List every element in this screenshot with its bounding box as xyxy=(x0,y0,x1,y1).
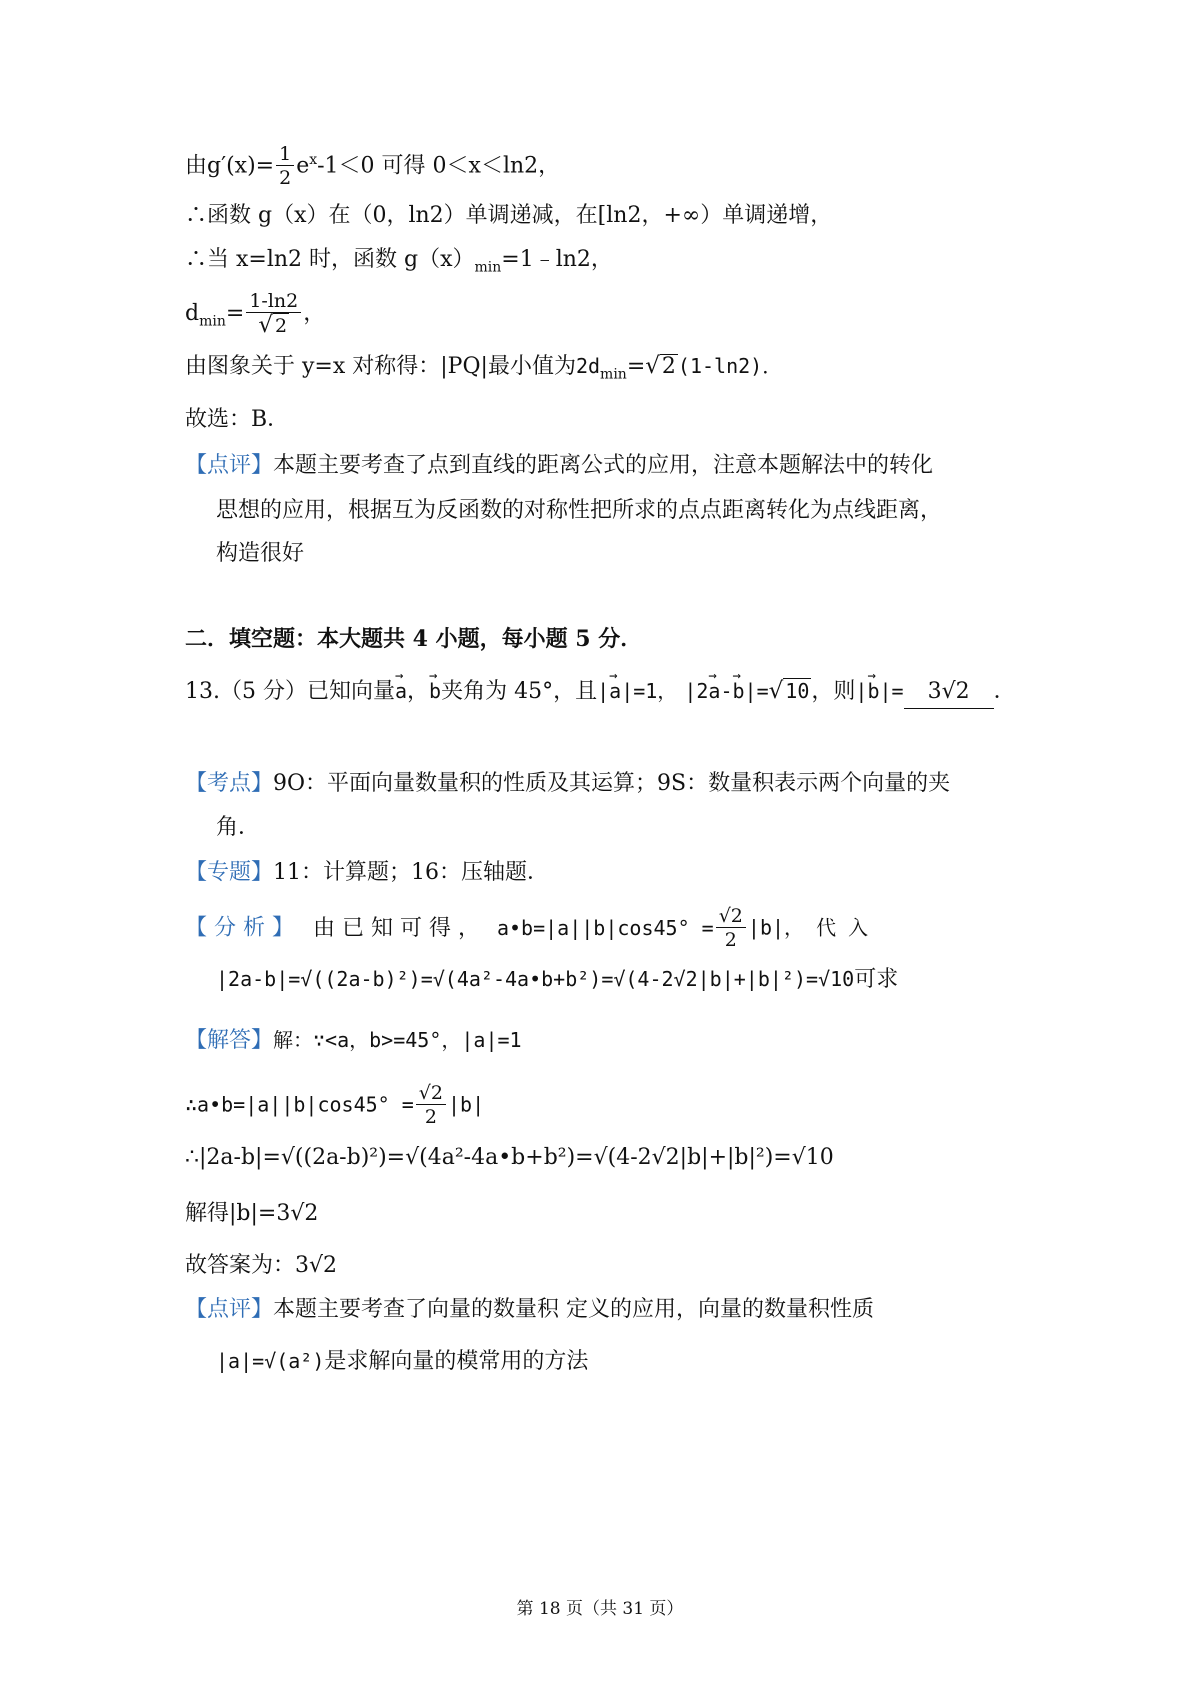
question-13 xyxy=(185,675,1016,709)
vector-a: → a xyxy=(708,675,720,707)
text: 9O：平面向量数量积的性质及其运算；9S：数量积表示两个向量的夹 xyxy=(273,771,951,796)
comment-line: 思想的应用，根据互为反函数的对称性把所求的点点距离转化为点线距离， xyxy=(216,498,943,523)
text: 由g′(x)= xyxy=(185,153,275,179)
fraction-numerator: 1-ln2 xyxy=(246,290,301,313)
solution-line-derivative xyxy=(185,143,560,190)
text: d xyxy=(185,301,200,326)
fraction-denominator: 2 xyxy=(279,167,292,189)
math-expression: 解：∵<a，b>=45°，|a|=1 xyxy=(273,1028,522,1052)
comment-block-2 xyxy=(185,1294,874,1326)
jieda-line-5: 故答案为：3√2 xyxy=(185,1253,338,1278)
jieda-block xyxy=(185,1024,522,1057)
radicand: 10 xyxy=(785,679,810,703)
text: ∴当 x=ln2 时，函数 g（x） xyxy=(185,247,475,272)
jieda-line-4: 解得|b|=3√2 xyxy=(185,1201,319,1226)
text: 本题主要考查了向量的数量积 定义的应用，向量的数量积性质 xyxy=(273,1297,875,1322)
fraction-numerator: 1 xyxy=(276,143,294,166)
solution-line-dmin xyxy=(185,290,325,338)
subscript: min xyxy=(199,313,226,330)
radical-sign: √ xyxy=(258,312,274,338)
solution-line-monotonic: ∴函数 g（x）在（0，ln2）单调递减，在[ln2，+∞）单调递增， xyxy=(185,203,833,228)
text: | xyxy=(855,679,868,703)
fenxi-block xyxy=(185,905,868,952)
comment-tag: 【点评】 xyxy=(185,1297,274,1322)
text: 是求解向量的模常用的方法 xyxy=(324,1349,589,1374)
text: = xyxy=(626,354,646,379)
zhuanti-tag: 【专题】 xyxy=(185,860,274,885)
fenxi-line-2 xyxy=(216,963,898,996)
text: 11：计算题；16：压轴题． xyxy=(273,860,550,885)
exponent: x xyxy=(309,152,318,169)
comment-line xyxy=(216,1345,588,1378)
text: 本题主要考查了点到直线的距离公式的应用，注意本题解法中的转化 xyxy=(273,453,934,478)
vector-a: → a xyxy=(609,675,621,707)
section-heading: 二．填空题：本大题共 4 小题，每小题 5 分． xyxy=(185,626,643,652)
math-expression: |a|=√(a²) xyxy=(216,1349,325,1373)
page-footer: 第 18 页（共 31 页） xyxy=(516,1599,684,1619)
fraction xyxy=(246,290,301,338)
math-expression: |2a-b|=√((2a-b)²)=√(4a²-4a•b+b²)=√(4-2√2|b|+|b|²)=√10 xyxy=(216,967,855,991)
text: 13.（5 分）已知向量 xyxy=(185,679,395,704)
math-expression: |b| xyxy=(447,1092,485,1117)
fraction xyxy=(416,1082,446,1129)
text: ，则 xyxy=(811,679,856,704)
vector-b: → b xyxy=(429,675,441,707)
comment-block-1 xyxy=(185,450,933,482)
text: |= xyxy=(744,679,769,703)
jieda-line-2 xyxy=(185,1082,484,1129)
vector-a: → a xyxy=(395,675,407,707)
jieda-line-3: ∴|2a-b|=√((2a-b)²)=√(4a²-4a•b+b²)=√(4-2√2|b|+|b|²)=√10 xyxy=(185,1145,834,1170)
vector-b: → b xyxy=(867,675,879,707)
text: ， xyxy=(303,301,326,326)
comment-line: 构造很好 xyxy=(216,541,305,566)
text: |2 xyxy=(684,679,709,703)
fenxi-tag: 【 分 析 】 xyxy=(185,915,294,941)
text: -1＜0 可得 0＜x＜ln2， xyxy=(317,153,561,179)
text: (1-ln2)． xyxy=(677,354,783,378)
text: 最小值为 xyxy=(487,354,576,379)
fraction-denominator: 2 xyxy=(724,929,737,951)
kaodian-tag: 【考点】 xyxy=(185,771,274,796)
fraction-denominator xyxy=(246,313,301,338)
answer-blank: 3√2 xyxy=(904,676,994,709)
radicand: 2 xyxy=(661,354,676,379)
text: | xyxy=(597,679,610,703)
text: 可求 xyxy=(854,967,899,992)
solution-line-pq xyxy=(185,350,782,390)
text: =1﹣ln2， xyxy=(501,247,613,272)
kaodian-block xyxy=(185,768,950,800)
vector-b: → b xyxy=(733,675,745,707)
text: ． xyxy=(993,679,1016,704)
radical-sign: √ xyxy=(768,678,784,704)
subscript: min xyxy=(600,366,627,383)
text: 2d xyxy=(575,354,601,378)
fraction-numerator: √2 xyxy=(716,905,746,928)
math-expression: a•b=|a||b|cos45° = xyxy=(496,915,714,940)
zhuanti-block xyxy=(185,857,549,889)
solution-line-choice: 故选：B． xyxy=(185,407,290,432)
text: 由图象关于 y=x 对称得： xyxy=(185,354,441,379)
text: = xyxy=(225,301,245,326)
subscript: min xyxy=(474,259,502,276)
fraction-denominator: 2 xyxy=(424,1106,437,1128)
fraction xyxy=(716,905,746,952)
text: |=1， xyxy=(621,679,678,703)
text: ， xyxy=(407,679,430,704)
kaodian-line: 角． xyxy=(216,815,261,840)
text: |PQ| xyxy=(440,354,488,379)
fraction-numerator: √2 xyxy=(416,1082,446,1105)
solution-line-minimum xyxy=(185,244,613,283)
jieda-tag: 【解答】 xyxy=(185,1028,274,1053)
math-expression: ∴a•b=|a||b|cos45° = xyxy=(185,1092,414,1117)
text: e xyxy=(296,153,310,179)
text: - xyxy=(720,679,733,703)
math-expression: |b|， 代 入 xyxy=(747,915,869,940)
text: 夹角为 45°，且 xyxy=(441,679,598,704)
text: 由 已 知 可 得 ， xyxy=(312,915,480,941)
radical-sign: √ xyxy=(645,353,660,379)
comment-tag: 【点评】 xyxy=(185,453,274,478)
radicand: 2 xyxy=(275,315,288,337)
text: |= xyxy=(879,679,904,703)
fraction xyxy=(276,143,294,190)
